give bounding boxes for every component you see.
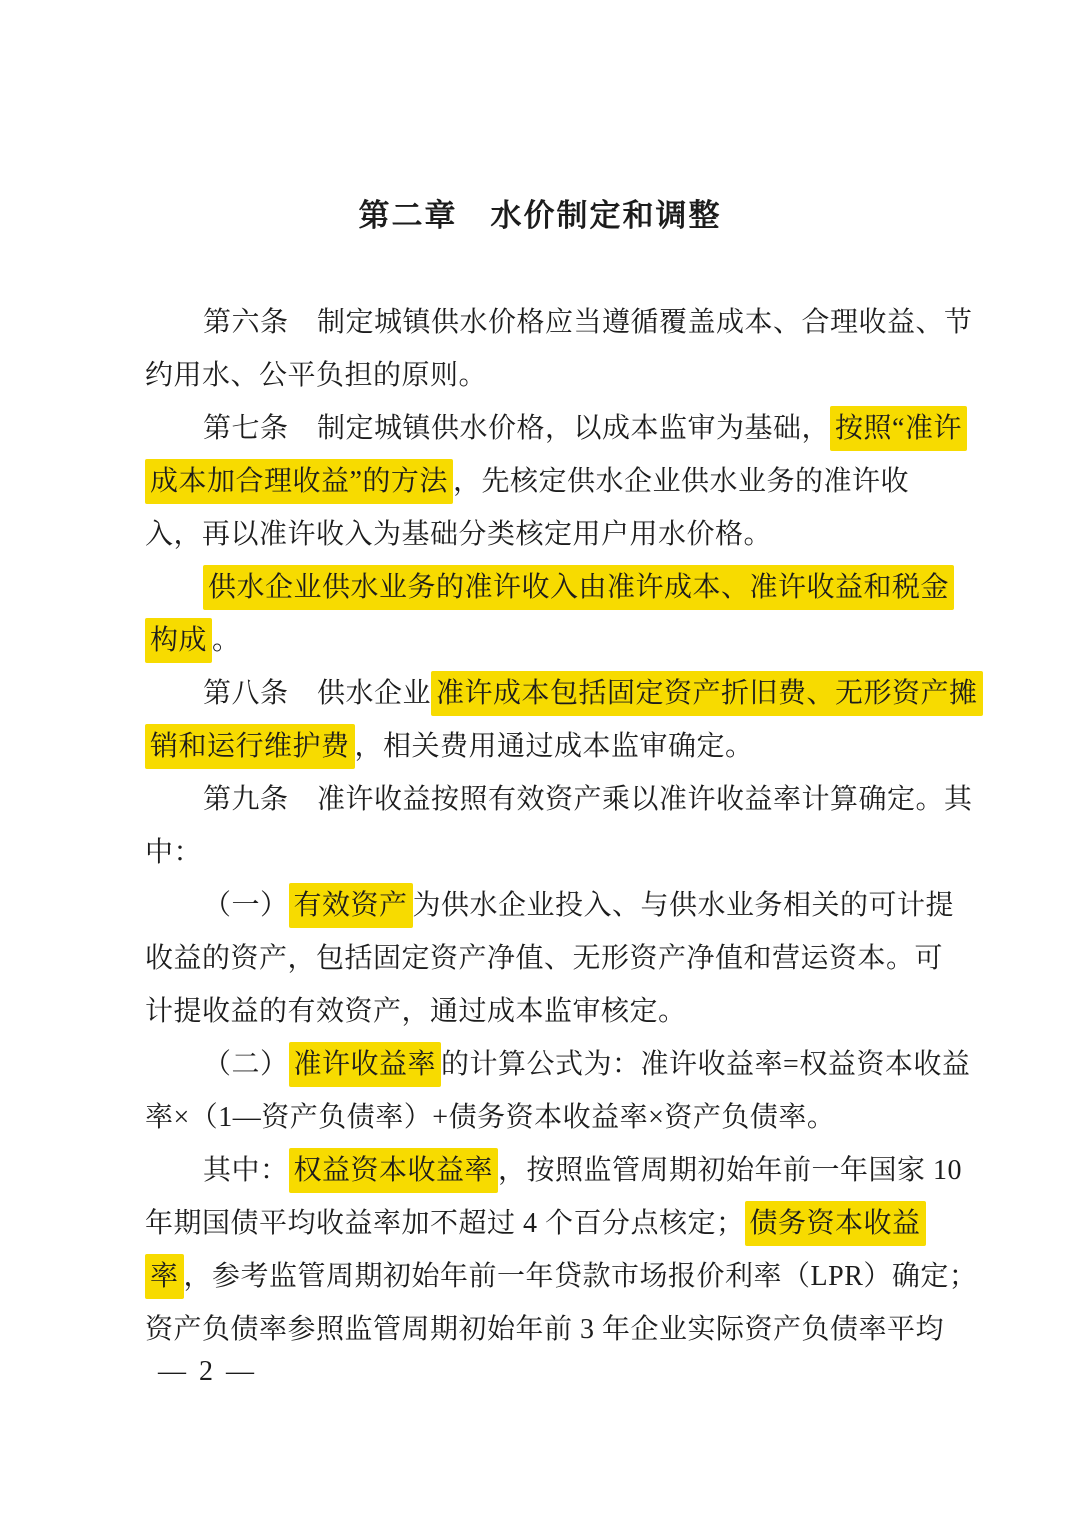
plain-text: 约用水、公平负担的原则。 <box>145 360 488 391</box>
text-line <box>145 1091 965 1144</box>
text-line <box>145 1144 965 1197</box>
text-line <box>145 773 973 826</box>
text-line <box>145 826 965 879</box>
plain-text: 入，再以准许收入为基础分类核定用户用水价格。 <box>145 519 773 550</box>
highlighted-text: 债务资本收益 <box>745 1201 926 1246</box>
plain-text: 。 <box>212 625 241 656</box>
text-line <box>145 932 965 985</box>
text-line <box>145 667 978 720</box>
text-line <box>145 402 965 455</box>
plain-text: 年期国债平均收益率加不超过 4 个百分点核定； <box>145 1208 745 1239</box>
plain-text: 为供水企业投入、与供水业务相关的可计提 <box>412 890 955 921</box>
highlighted-text: 权益资本收益率 <box>289 1148 499 1193</box>
highlighted-text: 成本加合理收益”的方法 <box>145 459 453 504</box>
text-line <box>145 296 973 349</box>
plain-text: 的计算公式为：准许收益率=权益资本收益 <box>441 1049 971 1080</box>
plain-text: 第六条 制定城镇供水价格应当遵循覆盖成本、合理收益、节 <box>203 307 973 338</box>
text-line <box>145 455 965 508</box>
text-line <box>145 720 965 773</box>
chapter-title: 第二章 水价制定和调整 <box>358 198 722 233</box>
highlighted-text: 准许成本包括固定资产折旧费、无形资产摊 <box>431 671 983 716</box>
plain-text: 其中： <box>203 1155 289 1186</box>
plain-text: 第七条 制定城镇供水价格，以成本监审为基础， <box>203 413 831 444</box>
text-line <box>145 879 965 932</box>
highlighted-text: 销和运行维护费 <box>145 724 355 769</box>
plain-text: ，按照监管周期初始年前一年国家 10 <box>498 1155 963 1186</box>
plain-text: 中： <box>145 837 203 868</box>
plain-text: （一） <box>203 890 289 921</box>
text-line <box>145 1250 978 1303</box>
page-number: — 2 — <box>158 1356 257 1387</box>
plain-text: 资产负债率参照监管周期初始年前 3 年企业实际资产负债率平均 <box>145 1314 945 1345</box>
plain-text: 收益的资产，包括固定资产净值、无形资产净值和营运资本。可 <box>145 943 944 974</box>
highlighted-text: 率 <box>145 1254 184 1299</box>
plain-text: ，参考监管周期初始年前一年贷款市场报价利率（LPR）确定； <box>183 1261 978 1292</box>
text-line <box>145 1197 965 1250</box>
plain-text: 第九条 准许收益按照有效资产乘以准许收益率计算确定。其 <box>203 784 973 815</box>
highlighted-text: 供水企业供水业务的准许收入由准许成本、准许收益和税金 <box>203 565 954 610</box>
plain-text: ，相关费用通过成本监审确定。 <box>354 731 754 762</box>
highlighted-text: 准许收益率 <box>289 1042 442 1087</box>
text-line <box>145 985 965 1038</box>
plain-text: （二） <box>203 1049 289 1080</box>
text-line <box>145 561 965 614</box>
plain-text: 计提收益的有效资产，通过成本监审核定。 <box>145 996 687 1027</box>
document-body <box>145 296 978 1356</box>
highlighted-text: 有效资产 <box>289 883 413 928</box>
text-line <box>145 1038 971 1091</box>
text-line <box>145 508 965 561</box>
plain-text: ，先核定供水企业供水业务的准许收 <box>452 466 909 497</box>
text-line <box>145 349 965 402</box>
text-line <box>145 614 965 667</box>
plain-text: 率×（1—资产负债率）+债务资本收益率×资产负债率。 <box>145 1102 836 1133</box>
plain-text: 第八条 供水企业 <box>203 678 432 709</box>
text-line <box>145 1303 965 1356</box>
highlighted-text: 构成 <box>145 618 212 663</box>
highlighted-text: 按照“准许 <box>830 406 967 451</box>
